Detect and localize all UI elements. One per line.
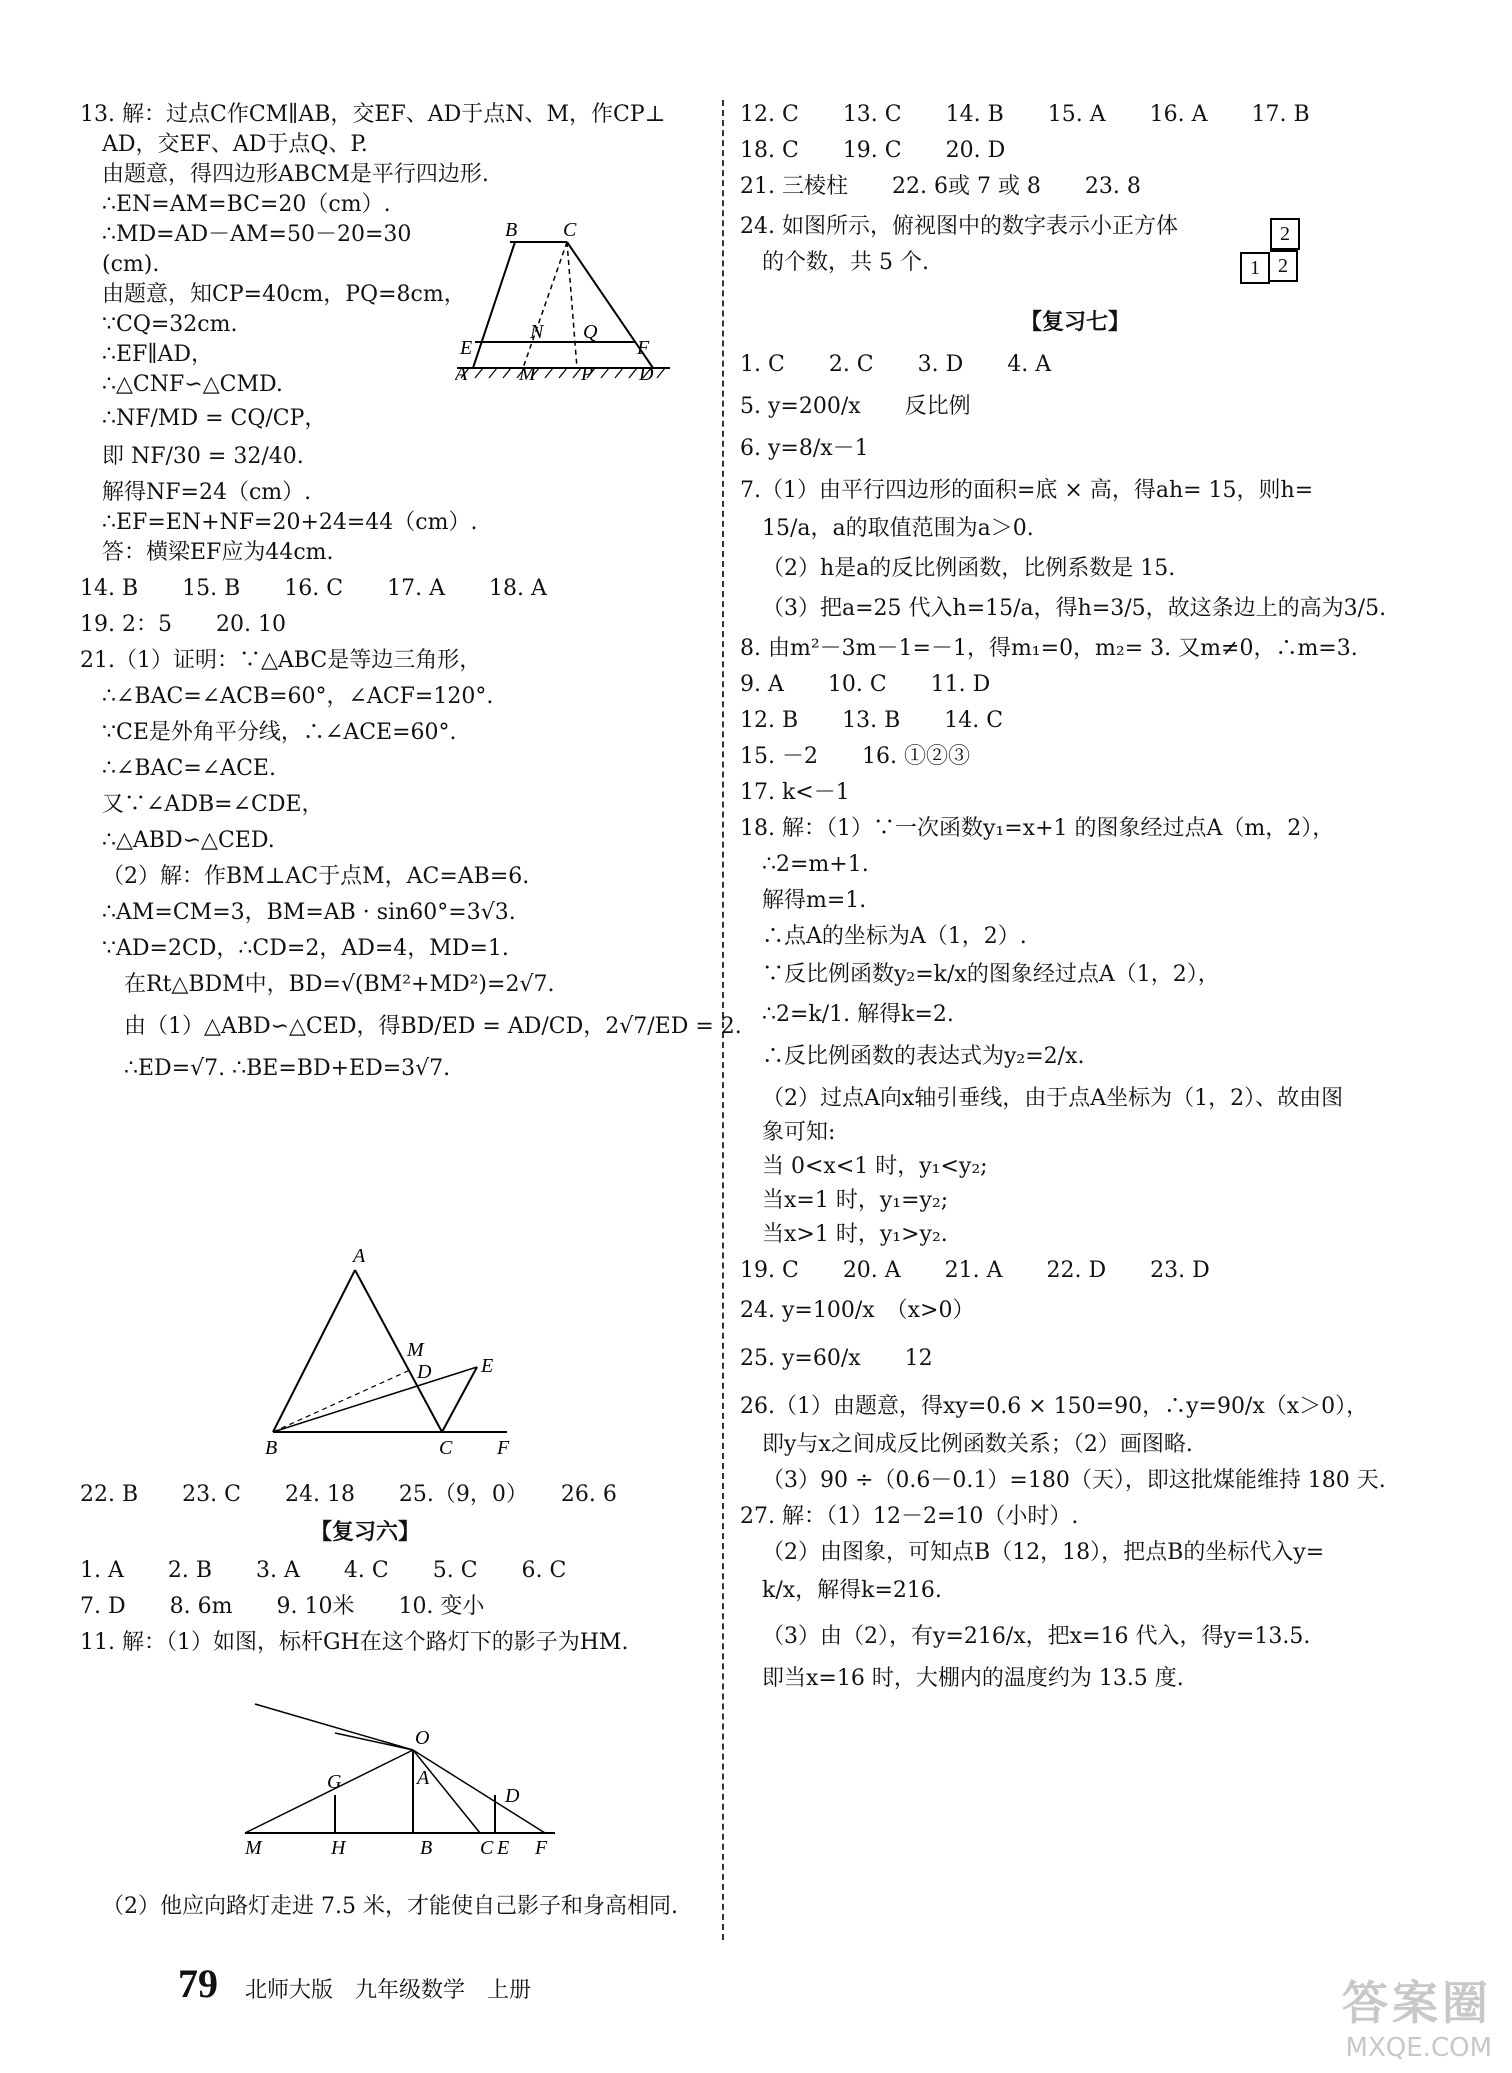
fig1-label-f: F xyxy=(637,337,650,359)
text-line: 由题意，得四边形ABCM是平行四边形. xyxy=(102,162,489,187)
fig2-label-d: D xyxy=(417,1361,432,1383)
page-footer xyxy=(178,1960,531,2007)
text-line: 12. C 13. C 14. B 15. A 16. A 17. B xyxy=(740,102,1310,127)
text-line: 19. 2：5 20. 10 xyxy=(80,612,286,637)
text-line: 15. －2 16. ①②③ xyxy=(740,744,970,769)
text-line: ∵CE是外角平分线，∴∠ACE=60°. xyxy=(102,720,457,745)
text-line: 6. y=8/x－1 xyxy=(740,436,869,461)
text-line: 22. B 23. C 24. 18 25.（9，0） 26. 6 xyxy=(80,1482,617,1507)
text-line: 7. D 8. 6m 9. 10米 10. 变小 xyxy=(80,1594,485,1619)
fig1-label-d: D xyxy=(639,363,654,385)
text-line: ∴2=m+1. xyxy=(762,852,869,877)
text-line: 的个数，共 5 个. xyxy=(762,250,929,275)
street-lamp-figure xyxy=(225,1700,565,1865)
text-line: 在Rt△BDM中，BD=√(BM²+MD²)=2√7. xyxy=(124,972,555,997)
fig3-label-c: C xyxy=(480,1837,494,1859)
text-line: ∴△CNF∽△CMD. xyxy=(102,372,283,397)
page-number: 79 xyxy=(178,1961,218,2006)
fig2-label-c: C xyxy=(439,1437,453,1459)
text-line: ∴∠BAC=∠ACB=60°，∠ACF=120°. xyxy=(102,684,494,709)
text-line: 5. y=200/x 反比例 xyxy=(740,394,971,419)
text-line: 26.（1）由题意，得xy=0.6 × 150=90，∴y=90/x（x＞0）， xyxy=(740,1394,1369,1419)
text-line: 18. 解：（1）∵一次函数y₁=x+1 的图象经过点A（m，2）， xyxy=(740,816,1335,841)
fig2-label-f: F xyxy=(497,1437,510,1459)
text-line: ∴NF/MD = CQ/CP， xyxy=(102,406,327,431)
text-line: k/x，解得k=216. xyxy=(762,1578,942,1603)
text-line: ∴EF∥AD， xyxy=(102,342,214,367)
text-line: 12. B 13. B 14. C xyxy=(740,708,1004,733)
fig2-label-e: E xyxy=(481,1355,494,1377)
fig3-label-f: F xyxy=(535,1837,548,1859)
text-line: ∵AD=2CD，∴CD=2，AD=4，MD=1. xyxy=(102,936,509,961)
section-title-review-7: 【复习七】 xyxy=(1020,310,1131,335)
text-line: （3）把a=25 代入h=15/a，得h=3/5，故这条边上的高为3/5. xyxy=(762,596,1387,621)
text-line: （2）过点A向x轴引垂线，由于点A坐标为（1，2）、故由图 xyxy=(762,1086,1344,1111)
fig2-label-m: M xyxy=(407,1339,424,1361)
text-line: 21.（1）证明：∵△ABC是等边三角形， xyxy=(80,648,482,673)
text-line: ∵反比例函数y₂=k/x的图象经过点A（1，2）， xyxy=(762,962,1220,987)
text-line: （3）90 ÷（0.6－0.1）=180（天），即这批煤能维持 180 天. xyxy=(762,1468,1386,1493)
fig1-label-a: A xyxy=(455,363,468,385)
text-line: 7.（1）由平行四边形的面积=底 × 高，得ah= 15，则h= xyxy=(740,478,1314,503)
text-line: 17. k<－1 xyxy=(740,780,850,805)
fig3-label-g: G xyxy=(327,1771,342,1793)
watermark-url: MXQE.COM xyxy=(1345,2033,1492,2063)
text-line: 8. 由m²－3m－1=－1，得m₁=0，m₂= 3. 又m≠0，∴m=3. xyxy=(740,636,1358,661)
fig1-label-q: Q xyxy=(583,321,598,343)
book-title: 北师大版 九年级数学 上册 xyxy=(245,1978,532,2003)
fig3-label-a: A xyxy=(417,1767,430,1789)
fig1-label-b: B xyxy=(505,220,518,241)
text-line: 11. 解：（1）如图，标杆GH在这个路灯下的影子为HM. xyxy=(80,1630,629,1655)
text-line: （2）h是a的反比例函数，比例系数是 15. xyxy=(762,556,1176,581)
fig2-label-b: B xyxy=(265,1437,278,1459)
text-line: 21. 三棱柱 22. 6或 7 或 8 23. 8 xyxy=(740,174,1141,199)
text-line: ∴ED=√7. ∴BE=BD+ED=3√7. xyxy=(124,1056,451,1081)
text-line: 27. 解：（1）12－2=10（小时）. xyxy=(740,1504,1079,1529)
fig1-label-p: P xyxy=(581,363,594,385)
text-line: （2）由图象，可知点B（12，18），把点B的坐标代入y= xyxy=(762,1540,1325,1565)
text-line: ∴∠BAC=∠ACE. xyxy=(102,756,276,781)
fig2-label-a: A xyxy=(353,1245,366,1267)
text-line: 解得m=1. xyxy=(762,888,867,913)
text-line: （2）他应向路灯走进 7.5 米，才能使自己影子和身高相同. xyxy=(102,1894,678,1919)
text-line: 由题意，知CP=40cm，PQ=8cm， xyxy=(102,282,466,307)
trapezoid-figure xyxy=(455,220,680,395)
text-line: ∴EN=AM=BC=20（cm）. xyxy=(102,192,391,217)
text-line: ∴MD=AD－AM=50－20=30 xyxy=(102,222,412,247)
text-line: 又∵∠ADB=∠CDE， xyxy=(102,792,324,817)
text-line: 当x=1 时，y₁=y₂; xyxy=(762,1188,949,1213)
text-line: 1. C 2. C 3. D 4. A xyxy=(740,352,1052,377)
text-line: （3）由（2），有y=216/x，把x=16 代入，得y=13.5. xyxy=(762,1624,1311,1649)
text-line: ∴△ABD∽△CED. xyxy=(102,828,275,853)
text-line: 1. A 2. B 3. A 4. C 5. C 6. C xyxy=(80,1558,567,1583)
triangle-figure xyxy=(255,1240,535,1465)
fig1-label-m: M xyxy=(519,363,536,385)
text-line: 25. y=60/x 12 xyxy=(740,1346,933,1371)
text-line: 解得NF=24（cm）. xyxy=(102,480,312,505)
fig3-label-d: D xyxy=(505,1785,520,1807)
text-line: 19. C 20. A 21. A 22. D 23. D xyxy=(740,1258,1210,1283)
text-line: 即当x=16 时，大棚内的温度约为 13.5 度. xyxy=(762,1666,1184,1691)
watermark-logo: 答案圈 xyxy=(1342,1976,1492,2030)
watermark xyxy=(1342,1967,1492,2063)
fig1-label-e: E xyxy=(460,337,473,359)
grid-cell: 1 xyxy=(1240,252,1270,284)
text-line: ∴EF=EN+NF=20+24=44（cm）. xyxy=(102,510,478,535)
section-title-review-6: 【复习六】 xyxy=(310,1520,421,1545)
text-line: 24. 如图所示，俯视图中的数字表示小正方体 xyxy=(740,214,1178,239)
grid-cell: 2 xyxy=(1270,218,1300,250)
fig1-label-n: N xyxy=(530,321,544,343)
text-line: ∴2=k/1. 解得k=2. xyxy=(762,1002,954,1027)
text-line: 当x>1 时，y₁>y₂. xyxy=(762,1222,948,1247)
text-line: AD，交EF、AD于点Q、P. xyxy=(102,132,368,157)
fig3-label-h: H xyxy=(331,1837,346,1859)
text-line: ∴AM=CM=3，BM=AB · sin60°=3√3. xyxy=(102,900,516,925)
fig3-label-b: B xyxy=(420,1837,433,1859)
text-line: ∵CQ=32cm. xyxy=(102,312,238,337)
text-line: 14. B 15. B 16. C 17. A 18. A xyxy=(80,576,547,601)
text-line: 即 NF/30 = 32/40. xyxy=(102,444,304,469)
text-line: 13. 解：过点C作CM∥AB，交EF、AD于点N、M，作CP⊥ xyxy=(80,102,666,127)
fig3-label-m: M xyxy=(245,1837,262,1859)
text-line: (cm). xyxy=(102,252,160,277)
text-line: 24. y=100/x （x>0） xyxy=(740,1298,975,1323)
text-line: （2）解：作BM⊥AC于点M，AC=AB=6. xyxy=(102,864,530,889)
fig1-label-c: C xyxy=(563,220,577,241)
text-line: 18. C 19. C 20. D xyxy=(740,138,1006,163)
fig3-label-o: O xyxy=(415,1727,430,1749)
text-line: 即y与x之间成反比例函数关系；（2）画图略. xyxy=(762,1432,1193,1457)
text-line: 答：横梁EF应为44cm. xyxy=(102,540,334,565)
text-line: 9. A 10. C 11. D xyxy=(740,672,991,697)
text-line: 当 0<x<1 时，y₁<y₂; xyxy=(762,1154,988,1179)
text-line: ∴反比例函数的表达式为y₂=2/x. xyxy=(762,1044,1085,1069)
text-line: 由（1）△ABD∽△CED，得BD/ED = AD/CD，2√7/ED = 2. xyxy=(124,1014,742,1039)
grid-cell: 2 xyxy=(1270,250,1298,282)
fig3-label-e: E xyxy=(497,1837,510,1859)
text-line: 象可知: xyxy=(762,1120,836,1145)
text-line: 15/a，a的取值范围为a＞0. xyxy=(762,516,1034,541)
text-line: ∴点A的坐标为A（1，2）. xyxy=(762,924,1027,949)
